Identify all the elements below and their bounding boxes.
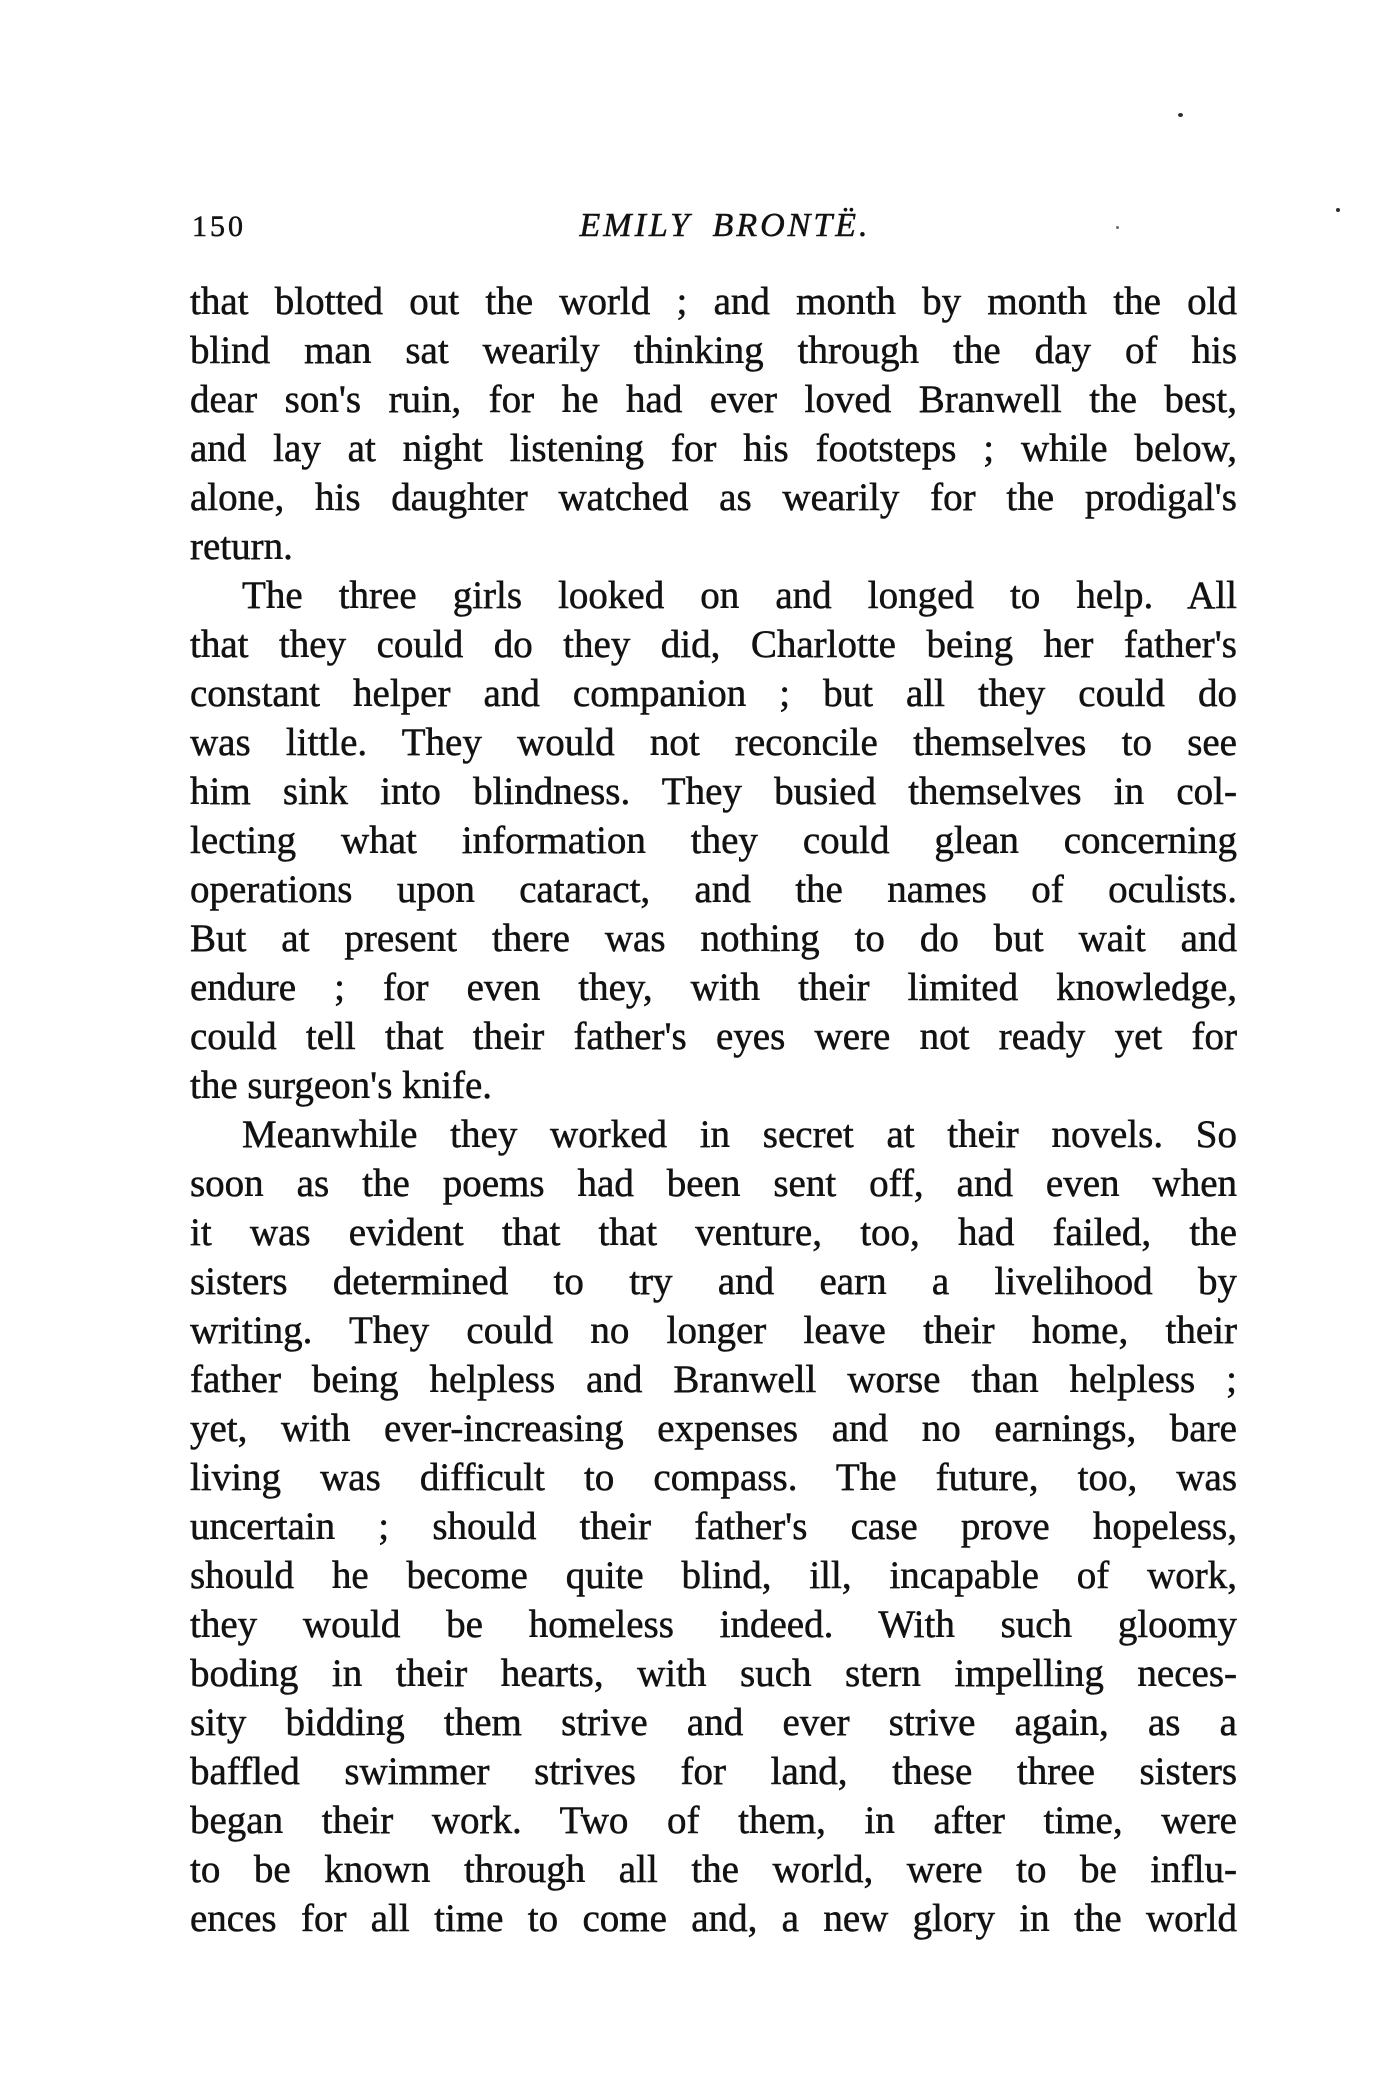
text-line: that blotted out the world ; and month by month the old <box>190 280 1237 323</box>
text-line: return. <box>190 525 293 568</box>
text-line: Meanwhile they worked in secret at their novels. So <box>242 1113 1237 1156</box>
text-line: But at present there was nothing to do but wait and <box>190 917 1237 960</box>
text-line: endure ; for even they, with their limited knowledge, <box>190 966 1237 1009</box>
text-line: uncertain ; should their father's case prove hopeless, <box>190 1505 1237 1548</box>
scan-speck <box>1336 208 1340 212</box>
scan-speck <box>1178 113 1183 117</box>
text-line: they would be homeless indeed. With such gloomy <box>190 1603 1237 1646</box>
page-number: 150 <box>192 210 246 243</box>
text-line: writing. They could no longer leave their home, their <box>190 1309 1237 1352</box>
text-line: constant helper and companion ; but all they could do <box>190 672 1237 715</box>
text-line: ences for all time to come and, a new glory in the world <box>190 1897 1237 1940</box>
text-line: him sink into blindness. They busied themselves in col- <box>190 770 1237 813</box>
text-line: should he become quite blind, ill, incapable of work, <box>190 1554 1237 1597</box>
text-line: dear son's ruin, for he had ever loved Branwell the best, <box>190 378 1237 421</box>
text-line: could tell that their father's eyes were not ready yet for <box>190 1015 1237 1058</box>
text-line: father being helpless and Branwell worse than helpless ; <box>190 1358 1237 1401</box>
text-line: sisters determined to try and earn a livelihood by <box>190 1260 1237 1303</box>
text-line: lecting what information they could glean concerning <box>190 819 1237 862</box>
text-line: alone, his daughter watched as wearily for the prodigal's <box>190 476 1237 519</box>
text-line: baffled swimmer strives for land, these three sisters <box>190 1750 1237 1793</box>
text-line: boding in their hearts, with such stern impelling neces- <box>190 1652 1237 1695</box>
text-line: sity bidding them strive and ever strive again, as a <box>190 1701 1237 1744</box>
text-line: was little. They would not reconcile themselves to see <box>190 721 1237 764</box>
text-line: The three girls looked on and longed to help. All <box>242 574 1237 617</box>
text-line: living was difficult to compass. The future, too, was <box>190 1456 1237 1499</box>
text-line: yet, with ever-increasing expenses and no earnings, bare <box>190 1407 1237 1450</box>
text-block <box>190 277 1237 1943</box>
text-line: to be known through all the world, were to be influ- <box>190 1848 1237 1891</box>
text-line: soon as the poems had been sent off, and even when <box>190 1162 1237 1205</box>
text-line: operations upon cataract, and the names of oculists. <box>190 868 1237 911</box>
text-line: began their work. Two of them, in after time, were <box>190 1799 1237 1842</box>
text-line: and lay at night listening for his footsteps ; while below, <box>190 427 1237 470</box>
text-line: the surgeon's knife. <box>190 1064 493 1107</box>
text-line: it was evident that that venture, too, had failed, the <box>190 1211 1237 1254</box>
running-header-title: EMILY BRONTË. <box>579 207 871 244</box>
text-line: blind man sat wearily thinking through the day of his <box>190 329 1237 372</box>
text-line: that they could do they did, Charlotte being her father's <box>190 623 1237 666</box>
scan-speck <box>1116 226 1119 229</box>
